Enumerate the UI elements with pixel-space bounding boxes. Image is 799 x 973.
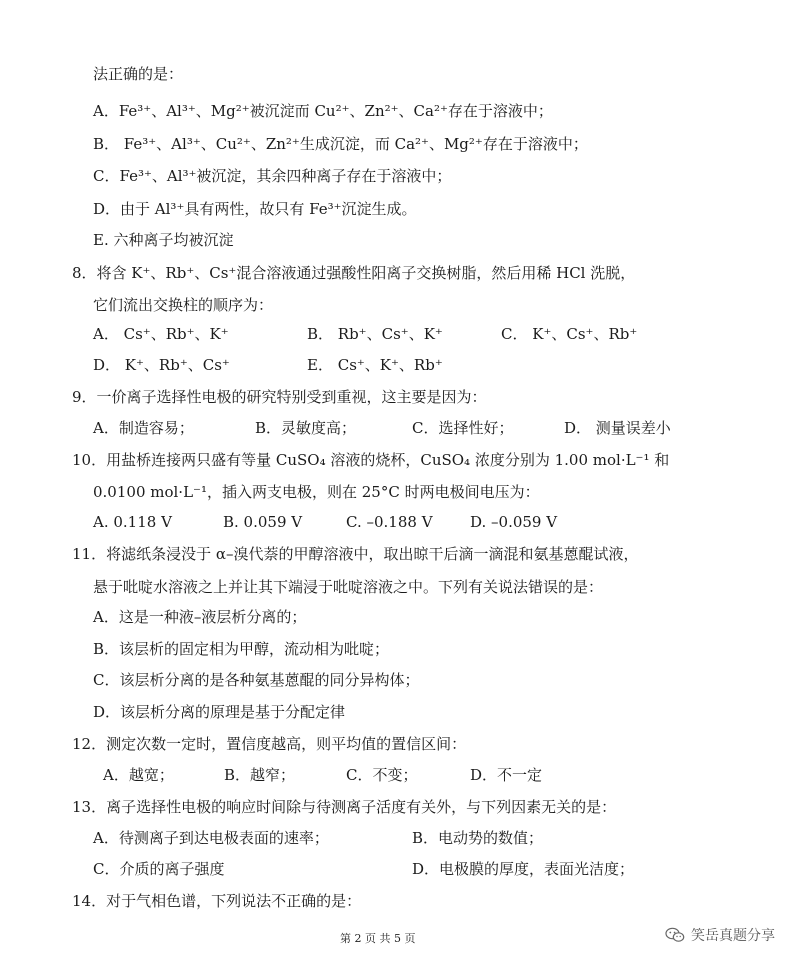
q8-option-d: D． K⁺、Rb⁺、Cs⁺	[93, 356, 230, 374]
q11-option-a: A．这是一种液–液层析分离的；	[93, 608, 307, 626]
watermark-text: 笑岳真题分享	[691, 928, 775, 944]
q7-option-e: E. 六种离子均被沉淀	[93, 231, 234, 249]
q9-option-b: B．灵敏度高；	[255, 419, 357, 437]
q12-option-b: B．越窄；	[224, 766, 296, 784]
q14-stem: 14．对于气相色谱，下列说法不正确的是：	[72, 892, 362, 910]
q8-option-c: C． K⁺、Cs⁺、Rb⁺	[501, 325, 638, 343]
q7-option-b: B． Fe³⁺、Al³⁺、Cu²⁺、Zn²⁺生成沉淀，而 Ca²⁺、Mg²⁺存在于溶液中；	[93, 135, 588, 153]
q12-option-d: D．不一定	[470, 766, 543, 784]
q9-option-c: C．选择性好；	[412, 419, 514, 437]
q10-option-d: D. –0.059 V	[470, 513, 558, 531]
q7-option-c: C．Fe³⁺、Al³⁺被沉淀，其余四种离子存在于溶液中；	[93, 167, 452, 185]
q10-stem-line2: 0.0100 mol·L⁻¹，插入两支电极，则在 25°C 时两电极间电压为：	[93, 483, 540, 501]
q8-option-b: B． Rb⁺、Cs⁺、K⁺	[307, 325, 443, 343]
q11-option-b: B．该层析的固定相为甲醇，流动相为吡啶；	[93, 640, 390, 658]
q7-option-d: D．由于 Al³⁺具有两性，故只有 Fe³⁺沉淀生成。	[93, 200, 417, 218]
q10-option-b: B. 0.059 V	[223, 513, 303, 531]
q8-stem-line2: 它们流出交换柱的顺序为：	[93, 296, 274, 314]
q13-option-b: B．电动势的数值；	[412, 829, 544, 847]
q8-option-e: E． Cs⁺、K⁺、Rb⁺	[307, 356, 443, 374]
q8-stem-line1: 8．将含 K⁺、Rb⁺、Cs⁺混合溶液通过强酸性阳离子交换树脂，然后用稀 HCl 洗脱，	[72, 264, 636, 282]
q11-option-c: C．该层析分离的是各种氨基蒽醌的同分异构体；	[93, 671, 420, 689]
q10-stem-line1: 10．用盐桥连接两只盛有等量 CuSO₄ 溶液的烧杯，CuSO₄ 浓度分别为 1.00 mol·L⁻¹ 和	[72, 451, 670, 469]
page-number-footer: 第 2 页 共 5 页	[340, 932, 416, 945]
q9-option-a: A．制造容易；	[93, 419, 194, 437]
q9-option-d: D． 测量误差小	[564, 419, 671, 437]
q13-option-a: A．待测离子到达电极表面的速率；	[93, 829, 329, 847]
q12-stem: 12．测定次数一定时，置信度越高，则平均值的置信区间：	[72, 735, 467, 753]
q12-option-a: A．越宽；	[103, 766, 174, 784]
watermark	[665, 925, 775, 945]
q13-stem: 13．离子选择性电极的响应时间除与待测离子活度有关外，与下列因素无关的是：	[72, 798, 617, 816]
intro-line: 法正确的是：	[93, 65, 184, 83]
q12-option-c: C．不变；	[346, 766, 418, 784]
q11-option-d: D．该层析分离的原理是基于分配定律	[93, 703, 346, 721]
q7-option-a: A．Fe³⁺、Al³⁺、Mg²⁺被沉淀而 Cu²⁺、Zn²⁺、Ca²⁺存在于溶液中；	[93, 102, 553, 120]
q13-option-c: C．介质的离子强度	[93, 860, 225, 878]
q13-option-d: D．电极膜的厚度，表面光洁度；	[412, 860, 635, 878]
wechat-icon	[665, 927, 685, 943]
q9-stem: 9．一价离子选择性电极的研究特别受到重视，这主要是因为：	[72, 388, 487, 406]
q8-option-a: A． Cs⁺、Rb⁺、K⁺	[93, 325, 229, 343]
q10-option-a: A. 0.118 V	[93, 513, 172, 531]
q11-stem-line2: 悬于吡啶水溶液之上并让其下端浸于吡啶溶液之中。下列有关说法错误的是：	[93, 578, 604, 596]
q11-stem-line1: 11．将滤纸条浸没于 α–溴代萘的甲醇溶液中，取出晾干后滴一滴混和氨基蒽醌试液，	[72, 545, 639, 563]
q10-option-c: C. –0.188 V	[346, 513, 433, 531]
